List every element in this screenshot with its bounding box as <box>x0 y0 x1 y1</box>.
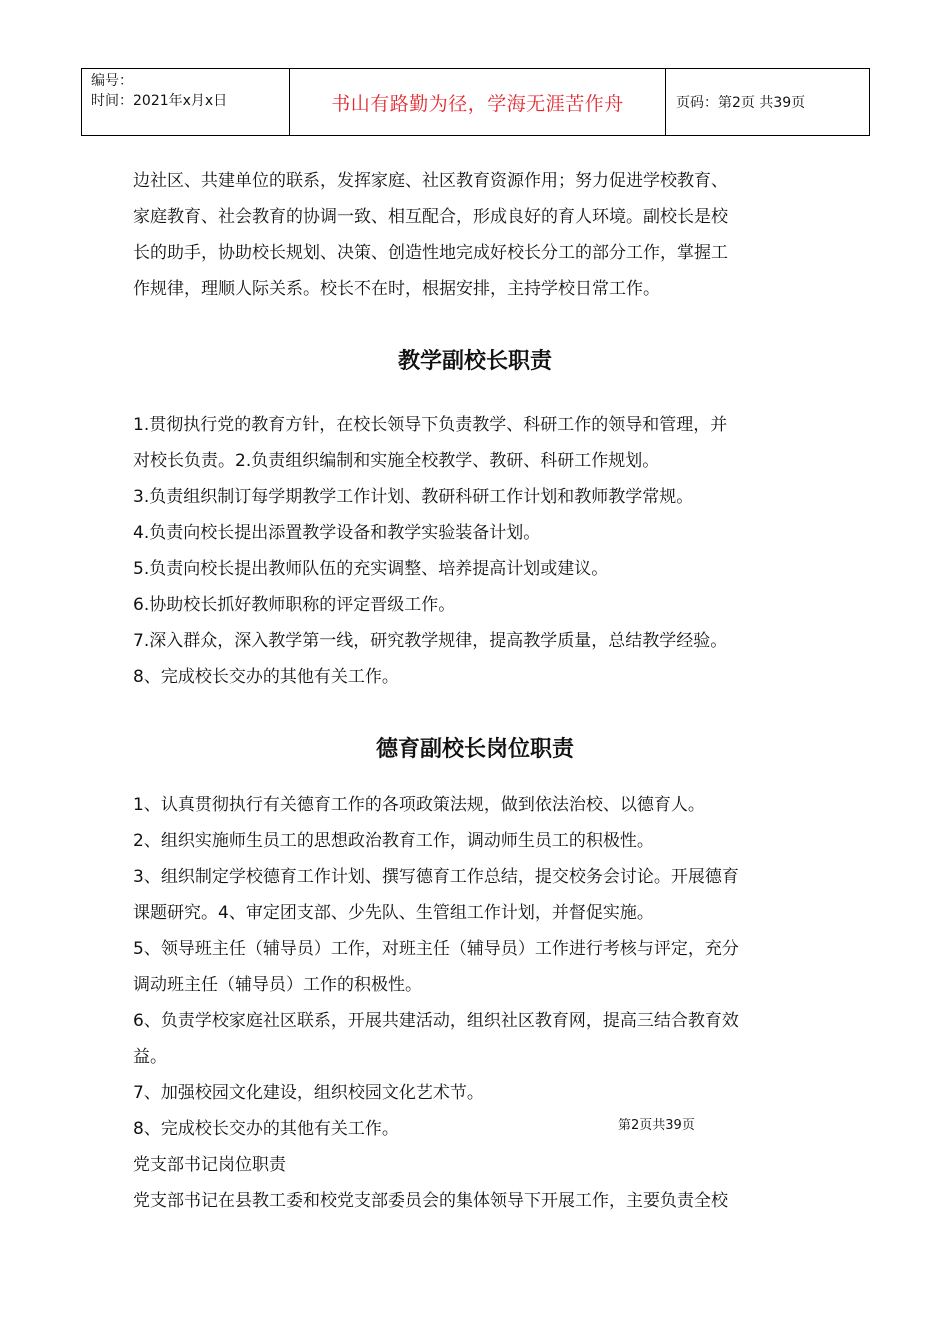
header-motto-cell <box>290 69 666 136</box>
text-line: 6、负责学校家庭社区联系，开展共建活动，组织社区教育网，提高三结合教育效 <box>133 1011 739 1031</box>
section-heading-moral-vice-principal: 德育副校长岗位职责 <box>375 737 574 762</box>
text-line: 1.贯彻执行党的教育方针，在校长领导下负责教学、科研工作的领导和管理，并 <box>133 415 728 435</box>
text-line: 作规律，理顺人际关系。校长不在时，根据安排，主持学校日常工作。 <box>133 279 660 299</box>
section-heading-party-secretary: 党支部书记岗位职责 <box>133 1155 286 1175</box>
header-meta-cell <box>82 69 290 136</box>
document-body <box>133 163 833 1219</box>
text-line: 8、完成校长交办的其他有关工作。 <box>133 667 399 687</box>
header-page-info: 页码：第2页 共39页 <box>676 95 806 111</box>
text-line: 调动班主任（辅导员）工作的积极性。 <box>133 975 422 995</box>
text-line: 家庭教育、社会教育的协调一致、相互配合，形成良好的育人环境。副校长是校 <box>133 207 728 227</box>
page-footer-number: 第2页共39页 <box>618 1118 695 1133</box>
text-line: 7.深入群众，深入教学第一线，研究教学规律，提高教学质量，总结教学经验。 <box>133 631 728 651</box>
text-line: 边社区、共建单位的联系，发挥家庭、社区教育资源作用；努力促进学校教育、 <box>133 171 728 191</box>
text-line: 6.协助校长抓好教师职称的评定晋级工作。 <box>133 595 456 615</box>
section-heading-teaching-vice-principal: 教学副校长职责 <box>397 349 552 374</box>
intro-paragraph <box>133 163 833 307</box>
text-line: 5、领导班主任（辅导员）工作，对班主任（辅导员）工作进行考核与评定，充分 <box>133 939 739 959</box>
document-number-label: 编号： <box>91 73 133 89</box>
text-line: 党支部书记在县教工委和校党支部委员会的集体领导下开展工作，主要负责全校 <box>133 1191 728 1211</box>
text-line: 3.负责组织制订每学期教学工作计划、教研科研工作计划和教师教学常规。 <box>133 487 694 507</box>
text-line: 长的助手，协助校长规划、决策、创造性地完成好校长分工的部分工作，掌握工 <box>133 243 728 263</box>
text-line: 益。 <box>133 1047 167 1067</box>
text-line: 7、加强校园文化建设，组织校园文化艺术节。 <box>133 1083 484 1103</box>
header-page-cell <box>666 69 870 136</box>
text-line: 8、完成校长交办的其他有关工作。 <box>133 1119 399 1139</box>
document-time-label: 时间：2021年x月x日 <box>91 93 228 109</box>
text-line: 5.负责向校长提出教师队伍的充实调整、培养提高计划或建议。 <box>133 559 609 579</box>
text-line: 课题研究。4、审定团支部、少先队、生管组工作计划，并督促实施。 <box>133 903 654 923</box>
teaching-duties-list <box>133 407 833 695</box>
text-line: 1、认真贯彻执行有关德育工作的各项政策法规，做到依法治校、以德育人。 <box>133 795 705 815</box>
header-motto: 书山有路勤为径，学海无涯苦作舟 <box>331 92 624 115</box>
text-line: 2、组织实施师生员工的思想政治教育工作，调动师生员工的积极性。 <box>133 831 654 851</box>
moral-duties-list <box>133 787 833 1147</box>
text-line: 3、组织制定学校德育工作计划、撰写德育工作总结，提交校务会讨论。开展德育 <box>133 867 739 887</box>
text-line: 对校长负责。2.负责组织编制和实施全校教学、教研、科研工作规划。 <box>133 451 660 471</box>
header-table <box>81 68 870 136</box>
text-line: 4.负责向校长提出添置教学设备和教学实验装备计划。 <box>133 523 541 543</box>
